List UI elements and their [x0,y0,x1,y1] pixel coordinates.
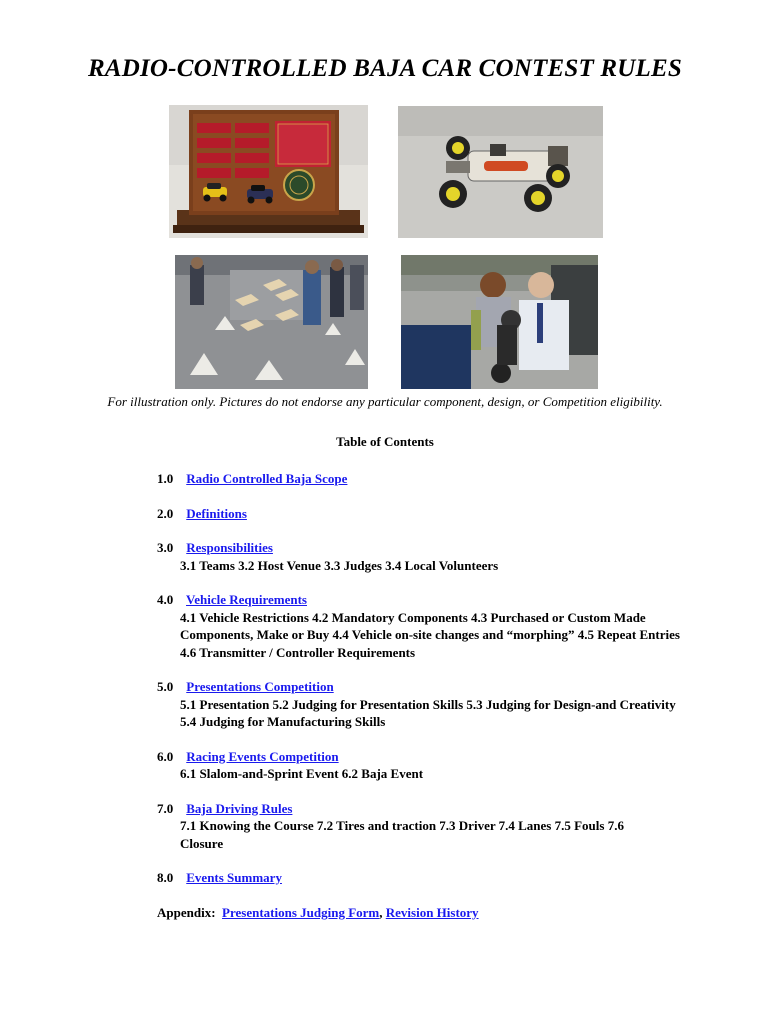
rc-chassis-image [398,106,603,238]
toc-link-vehicle-requirements[interactable]: Vehicle Requirements [186,592,307,607]
document-title: RADIO-CONTROLLED BAJA CAR CONTEST RULES [87,55,683,82]
trophy-plaque-image [169,105,368,238]
toc-subsections: 3.1 Teams 3.2 Host Venue 3.3 Judges 3.4 Local Volunteers [180,557,499,573]
appendix-label: Appendix: [157,904,216,920]
toc-number: 5.0 [157,679,174,694]
toc-link-presentations[interactable]: Presentations Competition [186,679,334,694]
toc-subsections: 4.1 Vehicle Restrictions 4.2 Mandatory Components 4.3 Purchased or Custom Made [180,609,646,625]
toc-link-events-summary[interactable]: Events Summary [186,870,282,885]
table-of-contents [157,470,737,921]
inspection-photo [401,255,598,389]
link-presentations-judging-form[interactable]: Presentations Judging Form [222,904,380,920]
toc-link-scope[interactable]: Radio Controlled Baja Scope [186,471,348,486]
trophy-plaque-photo [169,105,368,238]
toc-entry-driving-rules [157,800,737,853]
toc-number: 3.0 [157,540,174,555]
rc-chassis-photo [398,106,603,238]
inspection-image [401,255,598,389]
toc-number: 1.0 [157,471,174,486]
toc-entry-vehicle-requirements [157,591,737,661]
appendix-separator: , [379,904,383,920]
course-photo [175,255,368,389]
toc-entry-scope [157,470,737,488]
course-image [175,255,368,389]
toc-subsections: 5.1 Presentation 5.2 Judging for Presentation Skills 5.3 Judging for Design-and Creativity [180,696,676,712]
toc-subsections: Components, Make or Buy 4.4 Vehicle on-site changes and “morphing” 4.5 Repeat Entries [180,627,680,642]
toc-number: 7.0 [157,800,174,816]
toc-subsections: 5.4 Judging for Manufacturing Skills [180,714,386,729]
toc-entry-responsibilities [157,539,737,574]
toc-number: 2.0 [157,505,174,521]
toc-link-definitions[interactable]: Definitions [186,505,247,521]
toc-number: 8.0 [157,870,174,885]
toc-entry-presentations [157,678,737,731]
appendix-line [157,904,737,922]
toc-link-responsibilities[interactable]: Responsibilities [186,540,273,555]
toc-subsections: Closure [180,835,224,851]
toc-number: 4.0 [157,592,174,607]
toc-link-driving-rules[interactable]: Baja Driving Rules [186,800,293,816]
toc-link-racing-events[interactable]: Racing Events Competition [186,748,339,764]
toc-subsections: 6.1 Slalom-and-Sprint Event 6.2 Baja Event [180,766,424,781]
toc-entry-definitions [157,505,737,523]
toc-heading: Table of Contents [336,434,434,449]
toc-entry-events-summary [157,869,737,887]
toc-subsections: 7.1 Knowing the Course 7.2 Tires and traction 7.3 Driver 7.4 Lanes 7.5 Fouls 7.6 [180,818,624,833]
toc-subsections: 4.6 Transmitter / Controller Requirements [180,644,416,660]
toc-entry-racing-events [157,748,737,783]
photo-caption: For illustration only. Pictures do not endorse any particular component, design, or Competition eligibility. [107,394,663,409]
toc-number: 6.0 [157,748,174,764]
link-revision-history[interactable]: Revision History [385,904,479,920]
